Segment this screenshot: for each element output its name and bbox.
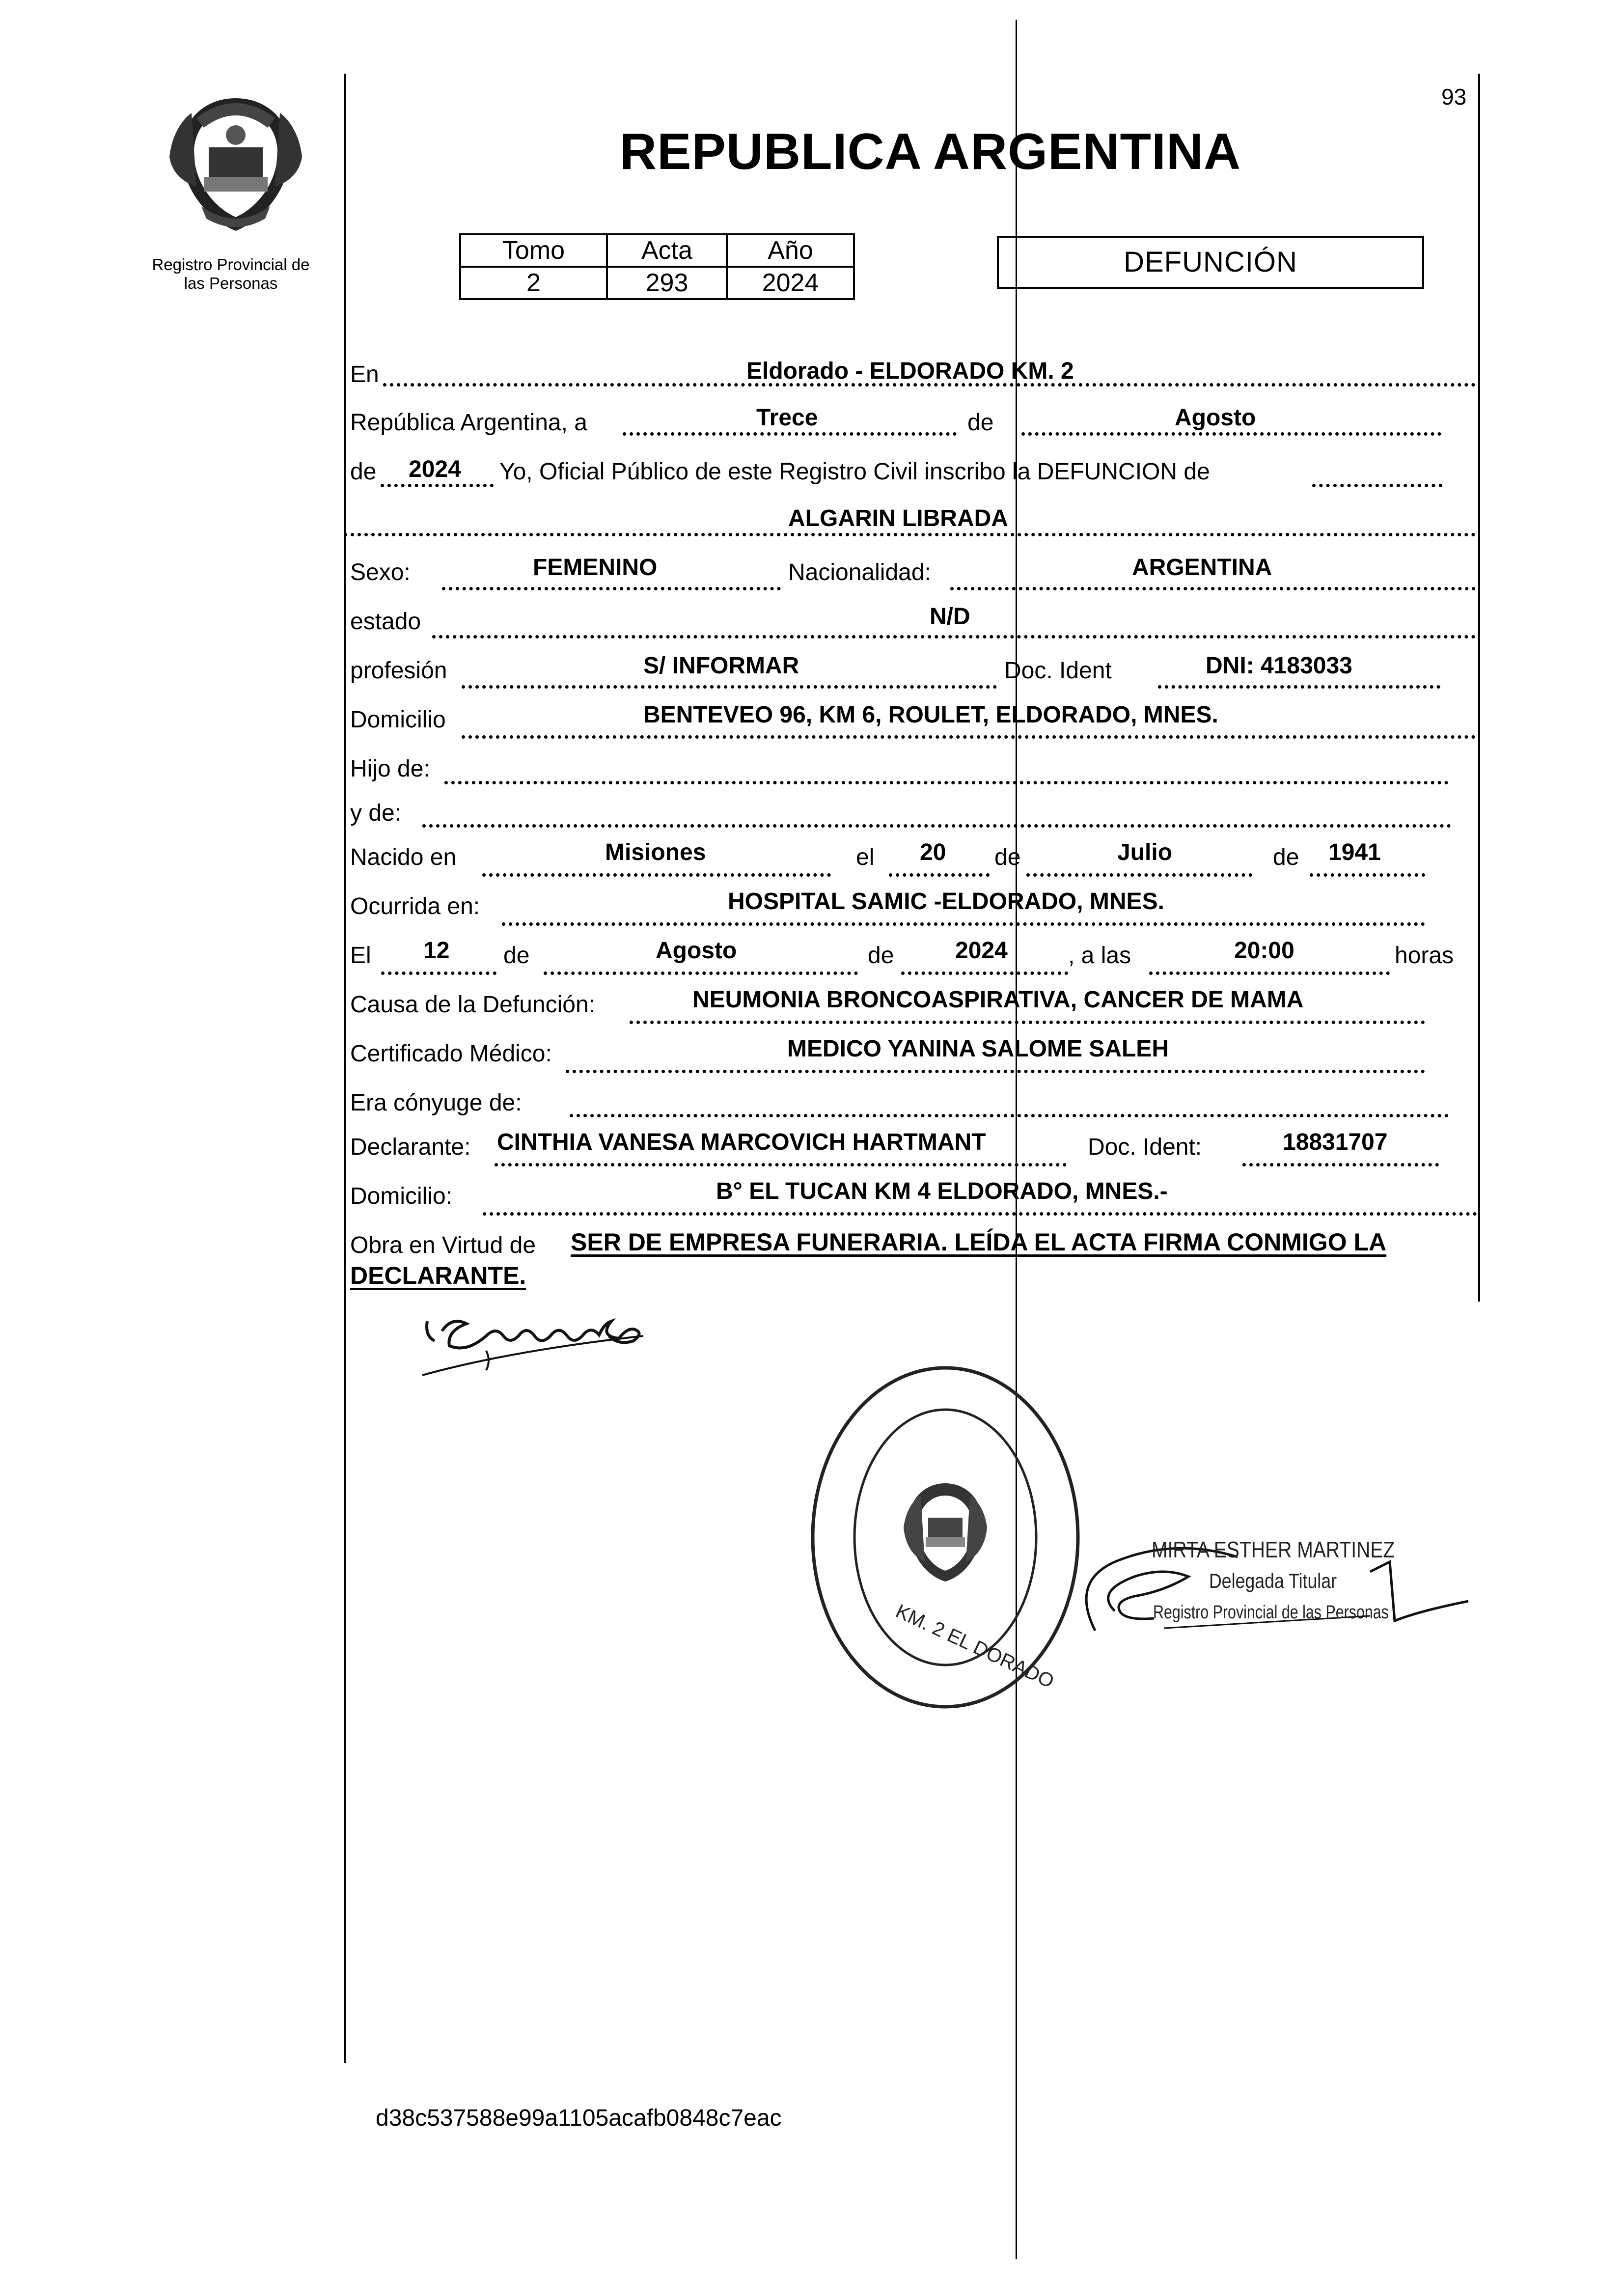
registry-caption: Registro Provincial de las Personas xyxy=(152,255,310,292)
header-acta: Acta xyxy=(607,234,727,267)
def-anio-dots xyxy=(901,971,1068,975)
stamp-text xyxy=(823,1370,1068,1409)
right-margin-line xyxy=(1478,74,1480,1302)
def-dia-dots xyxy=(381,971,496,975)
official-role: Delegada Titular xyxy=(1209,1569,1337,1592)
decl-dom-label: Domicilio: xyxy=(350,1183,453,1209)
declarante-label: Declarante: xyxy=(350,1134,471,1160)
en-value: Eldorado - ELDORADO KM. 2 xyxy=(746,358,1074,384)
record-table-value-row xyxy=(460,267,854,299)
certificado-dots xyxy=(566,1070,1425,1073)
nacido-label: Nacido en xyxy=(350,844,457,870)
certificado-value: MEDICO YANINA SALOME SALEH xyxy=(787,1036,1169,1062)
hijo-dots xyxy=(444,781,1449,784)
left-margin-line xyxy=(344,74,346,2063)
de-label-1: de xyxy=(967,410,994,436)
name-dots xyxy=(344,533,1476,536)
de-label-3: de xyxy=(994,844,1021,870)
day-dots xyxy=(623,432,957,436)
nacido-dia-dots xyxy=(889,873,990,877)
decl-doc-value: 18831707 xyxy=(1283,1129,1388,1155)
doc-value: DNI: 4183033 xyxy=(1206,653,1352,679)
nacionalidad-value: ARGENTINA xyxy=(1132,555,1272,581)
sexo-label: Sexo: xyxy=(350,559,411,585)
decl-doc-dots xyxy=(1242,1163,1439,1166)
decl-dom-dots xyxy=(483,1212,1477,1216)
nacido-anio-dots xyxy=(1310,873,1425,877)
domicilio-value: BENTEVEO 96, KM 6, ROULET, ELDORADO, MNES. xyxy=(643,702,1218,728)
estado-label: estado xyxy=(350,609,421,635)
month-dots xyxy=(1021,432,1441,436)
official-name: MIRTA ESTHER MARTINEZ xyxy=(1152,1537,1395,1562)
doc-label: Doc. Ident xyxy=(1004,658,1112,684)
year-dots xyxy=(381,484,494,487)
oficial-text: Yo, Oficial Público de este Registro Civil inscribo la DEFUNCION de xyxy=(499,459,1210,485)
nacido-lugar-value: Misiones xyxy=(605,839,706,865)
estado-dots xyxy=(432,635,1476,638)
yde-label: y de: xyxy=(350,800,402,826)
stamp-bottom-text: KM. 2 EL DORADO xyxy=(892,1600,1057,1693)
nacionalidad-label: Nacionalidad: xyxy=(788,559,931,585)
def-dia-value: 12 xyxy=(423,938,450,964)
value-acta: 293 xyxy=(607,267,727,299)
conyuge-dots xyxy=(570,1114,1449,1117)
obra-value-line2: DECLARANTE. xyxy=(350,1262,526,1289)
doc-dots xyxy=(1158,685,1440,689)
hijo-label: Hijo de: xyxy=(350,756,430,782)
nacido-mes-value: Julio xyxy=(1117,839,1173,865)
record-table-header-row xyxy=(460,234,854,267)
sexo-value: FEMENINO xyxy=(533,555,658,581)
page-title: REPUBLICA ARGENTINA xyxy=(620,123,1241,180)
decl-doc-label: Doc. Ident: xyxy=(1088,1134,1202,1160)
decl-dom-value: B° EL TUCAN KM 4 ELDORADO, MNES.- xyxy=(716,1178,1168,1204)
def-anio-value: 2024 xyxy=(955,938,1008,964)
estado-value: N/D xyxy=(930,604,970,630)
document-hash: d38c537588e99a1105acafb0848c7eac xyxy=(376,2105,782,2131)
republica-label: República Argentina, a xyxy=(350,410,587,436)
certificado-label: Certificado Médico: xyxy=(350,1041,552,1067)
horas-label: horas xyxy=(1395,943,1454,969)
def-mes-value: Agosto xyxy=(656,938,737,964)
nacido-lugar-dots xyxy=(482,873,831,877)
registry-stamp xyxy=(803,1360,1088,1714)
ocurrida-value: HOSPITAL SAMIC -ELDORADO, MNES. xyxy=(728,888,1164,915)
alas-label: , a las xyxy=(1068,943,1131,969)
oficial-dots xyxy=(1312,484,1442,487)
def-hora-dots xyxy=(1149,971,1390,975)
obra-value-line1: SER DE EMPRESA FUNERARIA. LEÍDA EL ACTA FIRMA CONMIGO LA xyxy=(571,1228,1387,1256)
nacionalidad-dots xyxy=(950,587,1476,590)
yde-dots xyxy=(422,824,1451,828)
nacido-anio-value: 1941 xyxy=(1328,839,1381,865)
declarant-signature xyxy=(413,1306,697,1385)
de-label-2: de xyxy=(350,459,377,485)
deceased-name-value: ALGARIN LIBRADA xyxy=(788,505,1008,531)
month-value: Agosto xyxy=(1175,405,1256,431)
causa-value: NEUMONIA BRONCOASPIRATIVA, CANCER DE MAMA xyxy=(692,987,1304,1013)
profesion-label: profesión xyxy=(350,658,447,684)
de-label-6: de xyxy=(868,943,894,969)
value-tomo: 2 xyxy=(460,267,607,299)
province-logo xyxy=(162,88,309,236)
ocurrida-label: Ocurrida en: xyxy=(350,893,480,919)
conyuge-label: Era cónyuge de: xyxy=(350,1090,522,1116)
el-label: el xyxy=(856,844,875,870)
en-label: En xyxy=(350,361,379,388)
el-cap-label: El xyxy=(350,943,371,969)
center-fold-line xyxy=(1016,20,1017,2259)
causa-label: Causa de la Defunción: xyxy=(350,992,595,1018)
day-words-value: Trece xyxy=(756,405,818,431)
record-info-table xyxy=(459,233,855,300)
sexo-dots xyxy=(442,587,781,590)
declarante-value: CINTHIA VANESA MARCOVICH HARTMANT xyxy=(497,1129,986,1155)
page-number: 93 xyxy=(1441,84,1467,110)
profesion-value: S/ INFORMAR xyxy=(643,653,799,679)
official-office: Registro Provincial de las Personas xyxy=(1153,1602,1389,1623)
header-tomo: Tomo xyxy=(460,234,607,267)
nacido-mes-dots xyxy=(1026,873,1252,877)
profesion-dots xyxy=(462,685,997,689)
def-mes-dots xyxy=(544,971,858,975)
record-type-box: DEFUNCIÓN xyxy=(997,236,1424,289)
domicilio-label: Domicilio xyxy=(350,707,446,733)
de-label-4: de xyxy=(1273,844,1299,870)
value-anio: 2024 xyxy=(727,267,854,299)
domicilio-dots xyxy=(462,735,1476,739)
nacido-dia-value: 20 xyxy=(920,839,946,865)
ocurrida-dots xyxy=(502,922,1425,926)
causa-dots xyxy=(630,1021,1425,1024)
obra-label: Obra en Virtud de xyxy=(350,1232,536,1258)
def-hora-value: 20:00 xyxy=(1234,938,1294,964)
de-label-5: de xyxy=(503,943,530,969)
declarante-dots xyxy=(495,1163,1067,1166)
year-value: 2024 xyxy=(409,456,461,482)
header-anio: Año xyxy=(727,234,854,267)
